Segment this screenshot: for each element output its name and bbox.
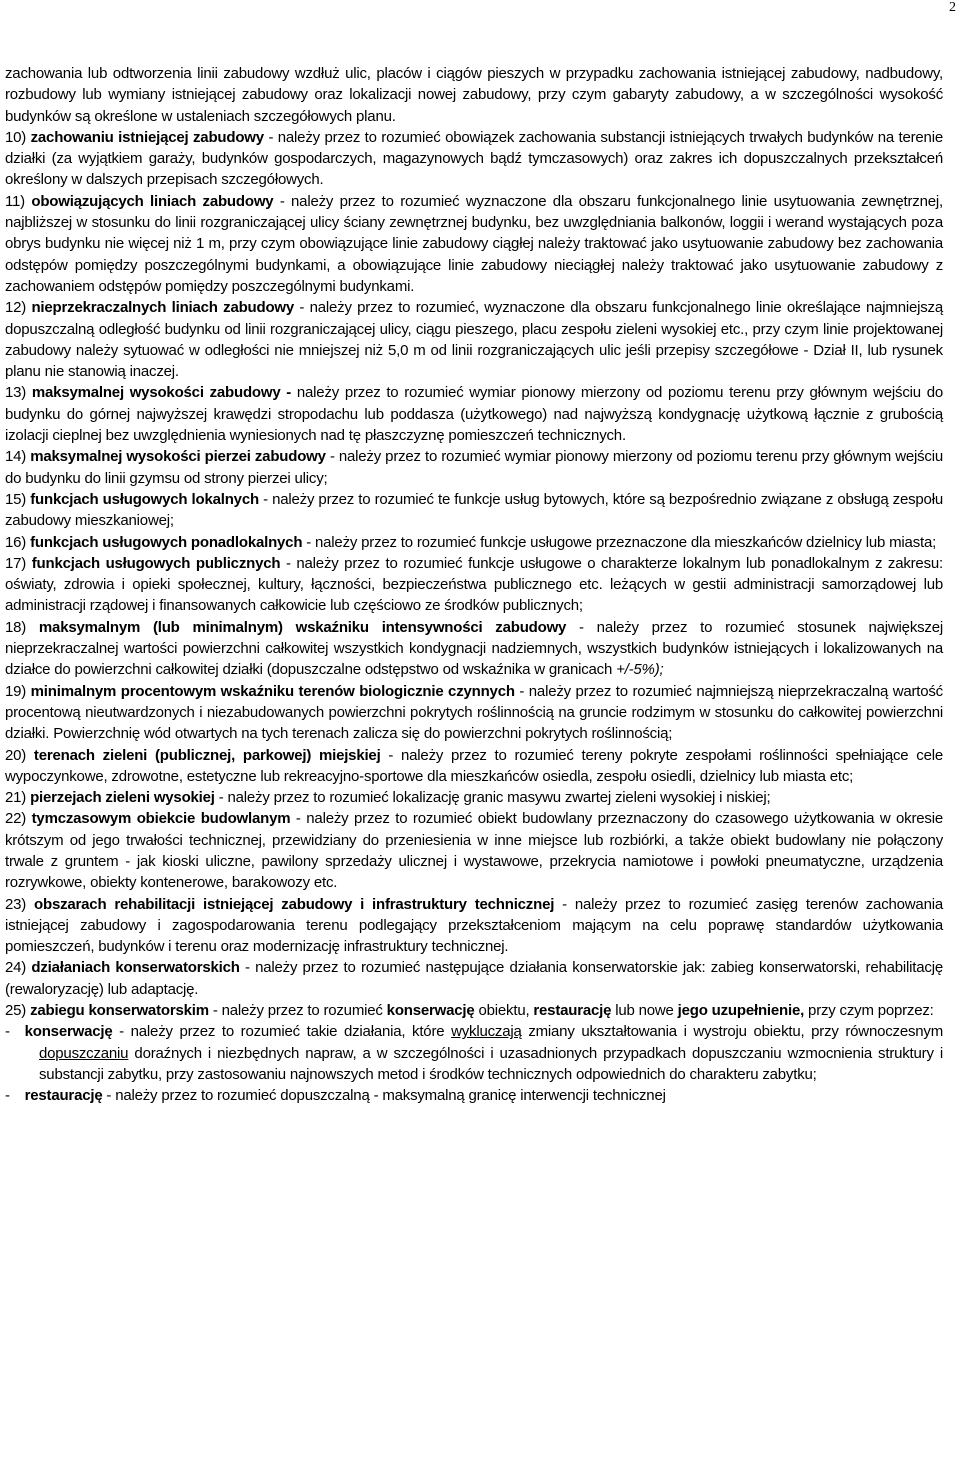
text-run: 10) <box>5 128 31 146</box>
defined-term: restaurację <box>533 1002 612 1020</box>
page-number: 2 <box>949 0 956 15</box>
text-run: 14) <box>5 448 31 466</box>
defined-term: konserwację <box>24 1023 113 1041</box>
text-run: - należy przez to rozumieć funkcje usługowe o charakterze lokalnym lub ponadlokalnym z zakresu: oświaty, zdrowia i opieki społecznej, kultury, łączności, bezpieczeństwa publicznego etc. leżących w gestii administracji samorządowej lub administracji rządowej i finansowanych całkowicie lub częściowo ze środków publicznych; <box>5 554 943 615</box>
defined-term: jego uzupełnienie, <box>677 1002 805 1020</box>
text-run: 17) <box>5 554 32 572</box>
underlined-text: dopuszczaniu <box>39 1044 129 1062</box>
defined-term: działaniach konserwatorskich <box>31 959 240 977</box>
text-run: zmiany ukształtowania i wystroju obiektu, przy równoczesnym <box>521 1023 944 1041</box>
defined-term: funkcjach usługowych lokalnych <box>30 490 259 508</box>
text-run: - należy przez to rozumieć obiekt budowlany przeznaczony do czasowego użytkowania w okresie krótszym od jego trwałości technicznej, przewidziany do przeniesienia w inne miejsce lub rozbiórki, a także obiekt budowlany nie połączony trwale z gruntem - jak kioski uliczne, pawilony sprzedaży ulicznej i wystawowe, przekrycia namiotowe i powłoki pneumatyczne, urządzenia rozrywkowe, obiekty kontenerowe, barakowozy etc. <box>5 810 943 892</box>
defined-term: maksymalnej wysokości zabudowy - <box>31 384 292 402</box>
text-run: 24) <box>5 959 32 977</box>
text-run: - należy przez to rozumieć tereny pokryte zespołami roślinności spełniające cele wypoczynkowe, zdrowotne, estetyczne lub rekreacyjno-sportowe dla mieszkańców osiedla, zespołu osiedli, dzielnicy lub miasta etc; <box>5 746 943 785</box>
text-run: - należy przez to rozumieć następujące działania konserwatorskie jak: zabieg konserwatorski, rehabilitację (rewaloryzację) lub adaptację. <box>5 959 943 998</box>
text-run: przy czym poprzez: <box>804 1002 934 1020</box>
text-run: - należy przez to rozumieć wymiar pionowy mierzony od poziomu terenu przy głównym wejściu do budynku do linii gzymsu od strony pierzei ulicy; <box>5 448 943 487</box>
definition-paragraph <box>5 297 943 382</box>
defined-term: terenach zieleni (publicznej, parkowej) miejskiej <box>33 746 381 764</box>
text-run: zachowania lub odtworzenia linii zabudowy wzdłuż ulic, placów i ciągów pieszych w przypadku zachowania istniejącej zabudowy, nadbudowy, rozbudowy lub wymiany istniejącej zabudowy oraz lokalizacji nowej zabudowy, przy czym gabaryty zabudowy, a w szczególności wysokość budynków są określone w ustaleniach szczegółowych planu. <box>5 65 943 125</box>
definition-paragraph <box>5 63 943 127</box>
text-run: 22) <box>5 810 32 828</box>
defined-term: pierzejach zieleni wysokiej <box>30 789 215 807</box>
text-run: 18) <box>5 618 39 636</box>
definition-bullet <box>5 1085 943 1106</box>
definition-paragraph <box>5 681 943 745</box>
text-run: 16) <box>5 533 31 551</box>
defined-term: minimalnym procentowym wskaźniku terenów biologicznie czynnych <box>30 682 515 700</box>
defined-term: zachowaniu istniejącej zabudowy <box>30 128 264 146</box>
text-run: - należy przez to rozumieć te funkcje usług bytowych, które są bezpośrednio związane z obsługą zespołu zabudowy mieszkaniowej; <box>5 490 943 530</box>
defined-term: maksymalnej wysokości pierzei zabudowy <box>30 448 326 466</box>
text-run: lub nowe <box>611 1002 678 1020</box>
text-run: należy przez to rozumieć wymiar pionowy mierzony od poziomu terenu przy głównym wejściu do budynku do górnej najwyższej krawędzi stropodachu lub poddasza (użytkowego) nad najwyższą kondygnację użytkową łącznie z grubością izolacji cieplnej bez uwzględnienia wyniesionych nad tę płaszczyznę pomieszczeń technicznych. <box>5 384 943 445</box>
defined-term: funkcjach usługowych publicznych <box>31 554 281 572</box>
text-run: - należy przez to rozumieć obowiązek zachowania substancji istniejących trwałych budynków na terenie działki (za wyjątkiem garaży, budynków gospodarczych, magazynowych bądź tymczasowych) oraz zakres ich dopuszczalnych przekształceń określony w dalszych przepisach szczegółowych. <box>5 128 943 189</box>
text-run: - należy przez to rozumieć <box>208 1002 387 1020</box>
definition-bullet <box>5 1021 943 1085</box>
defined-term: maksymalnym (lub minimalnym) wskaźniku intensywności zabudowy <box>38 618 567 636</box>
definition-paragraph <box>5 745 943 788</box>
definition-paragraph <box>5 1000 943 1021</box>
text-run: - należy przez to rozumieć dopuszczalną - maksymalną granicę interwencji technicznej <box>102 1087 666 1105</box>
text-run: 21) <box>5 789 31 807</box>
definition-paragraph <box>5 382 943 446</box>
text-run: 23) <box>5 895 35 913</box>
defined-term: tymczasowym obiekcie budowlanym <box>31 810 291 828</box>
text-run: - <box>5 1087 25 1105</box>
text-run: - należy przez to rozumieć, wyznaczone dla obszaru funkcjonalnego linie określające najmniejszą dopuszczalną odległość budynku od linii rozgraniczającej ulicy, ciągu pieszego, placu zespołu zieleni wysokiej etc., przy czym linie projektowanej zabudowy należy sytuować w odległości nie mniejszej niż 5,0 m od linii rozgraniczających ulic jeśli przepisy szczegółowe - Dział II, lub rysunek planu nie stanowią inaczej. <box>5 299 943 381</box>
definition-paragraph <box>5 489 943 532</box>
text-run: 15) <box>5 490 31 508</box>
defined-term: restaurację <box>24 1087 103 1105</box>
defined-term: obszarach rehabilitacji istniejącej zabudowy i infrastruktury technicznej <box>34 895 555 913</box>
underlined-text: wykluczają <box>451 1023 522 1041</box>
definition-paragraph <box>5 532 943 553</box>
text-run: - należy przez to rozumieć stosunek największej nieprzekraczalnej wartości powierzchni całkowitej wszystkich kondygnacji nadziemnych, wszystkich budynków istniejących i lokalizowanych na działce do powierzchni całkowitej działki (dopuszczalne odstępstwo od wskaźnika w granicach <box>5 618 943 679</box>
document-body <box>5 63 943 1107</box>
defined-term: obowiązujących liniach zabudowy <box>31 192 274 210</box>
text-run: - należy przez to rozumieć wyznaczone dla obszaru funkcjonalnego linie usytuowania zewnętrznej, najbliższej w stosunku do linii rozgraniczającej ulicy ściany zewnętrznej budynku, bez uwzględniania balkonów, loggii i werand wystających poza obrys budynku nie więcej niż 1 m, przy czym obowiązujące linie zabudowy ciągłej należy traktować jako usytuowanie zabudowy bez zachowania odstępów pomiędzy poszczególnymi budynkami, a obowiązujące linie zabudowy nieciągłej należy traktować jako usytuowanie zabudowy z zachowaniem odstępów pomiędzy poszczególnymi budynkami. <box>5 192 943 295</box>
italic-text: +/-5%); <box>616 661 664 679</box>
text-run: 12) <box>5 299 32 317</box>
text-run: 13) <box>5 384 32 402</box>
text-run: - należy przez to rozumieć zasięg terenów zachowania istniejącej zabudowy i zagospodarowania terenu podlegający przekształceniom mającym na celu poprawę standardów użytkowania pomieszczeń, budynków i terenu oraz modernizację infrastruktury technicznej. <box>5 895 943 956</box>
text-run: 20) <box>5 746 34 764</box>
text-run: - należy przez to rozumieć funkcje usługowe przeznaczone dla mieszkańców dzielnicy lub miasta; <box>302 533 937 551</box>
text-run: doraźnych i niezbędnych napraw, a w szczególności i uzasadnionych przypadkach dopuszczaniu wzmocnienia struktury i substancji zabytku, przy zastosowaniu najnowszych metod i środków technicznych odpowiednich do charakteru zabytku; <box>39 1044 943 1083</box>
defined-term: zabiegu konserwatorskim <box>30 1002 209 1020</box>
text-run: 25) <box>5 1002 31 1020</box>
text-run: - należy przez to rozumieć najmniejszą nieprzekraczalną wartość procentową nieutwardzonych i niezabudowanych powierzchni pokrytych roślinnością na gruncie rodzimym w stosunku do całkowitej powierzchni działki. Powierzchnię wód otwartych na tych terenach zalicza się do powierzchni pokrytych roślinnością; <box>5 682 943 743</box>
text-run: 11) <box>5 192 32 210</box>
definition-paragraph <box>5 553 943 617</box>
text-run: - należy przez to rozumieć takie działania, które <box>112 1023 452 1041</box>
text-run: 19) <box>5 682 31 700</box>
definition-paragraph <box>5 191 943 297</box>
definition-paragraph <box>5 127 943 191</box>
definition-paragraph <box>5 894 943 958</box>
definition-paragraph <box>5 957 943 1000</box>
definition-paragraph <box>5 446 943 489</box>
text-run: obiektu, <box>474 1002 534 1020</box>
definition-paragraph <box>5 808 943 893</box>
text-run: - <box>5 1023 25 1041</box>
defined-term: nieprzekraczalnych liniach zabudowy <box>31 299 295 317</box>
defined-term: funkcjach usługowych ponadlokalnych <box>30 533 303 551</box>
defined-term: konserwację <box>386 1002 475 1020</box>
definition-paragraph <box>5 617 943 681</box>
text-run: - należy przez to rozumieć lokalizację granic masywu zwartej zieleni wysokiej i niskiej; <box>214 789 771 807</box>
definition-paragraph <box>5 787 943 808</box>
